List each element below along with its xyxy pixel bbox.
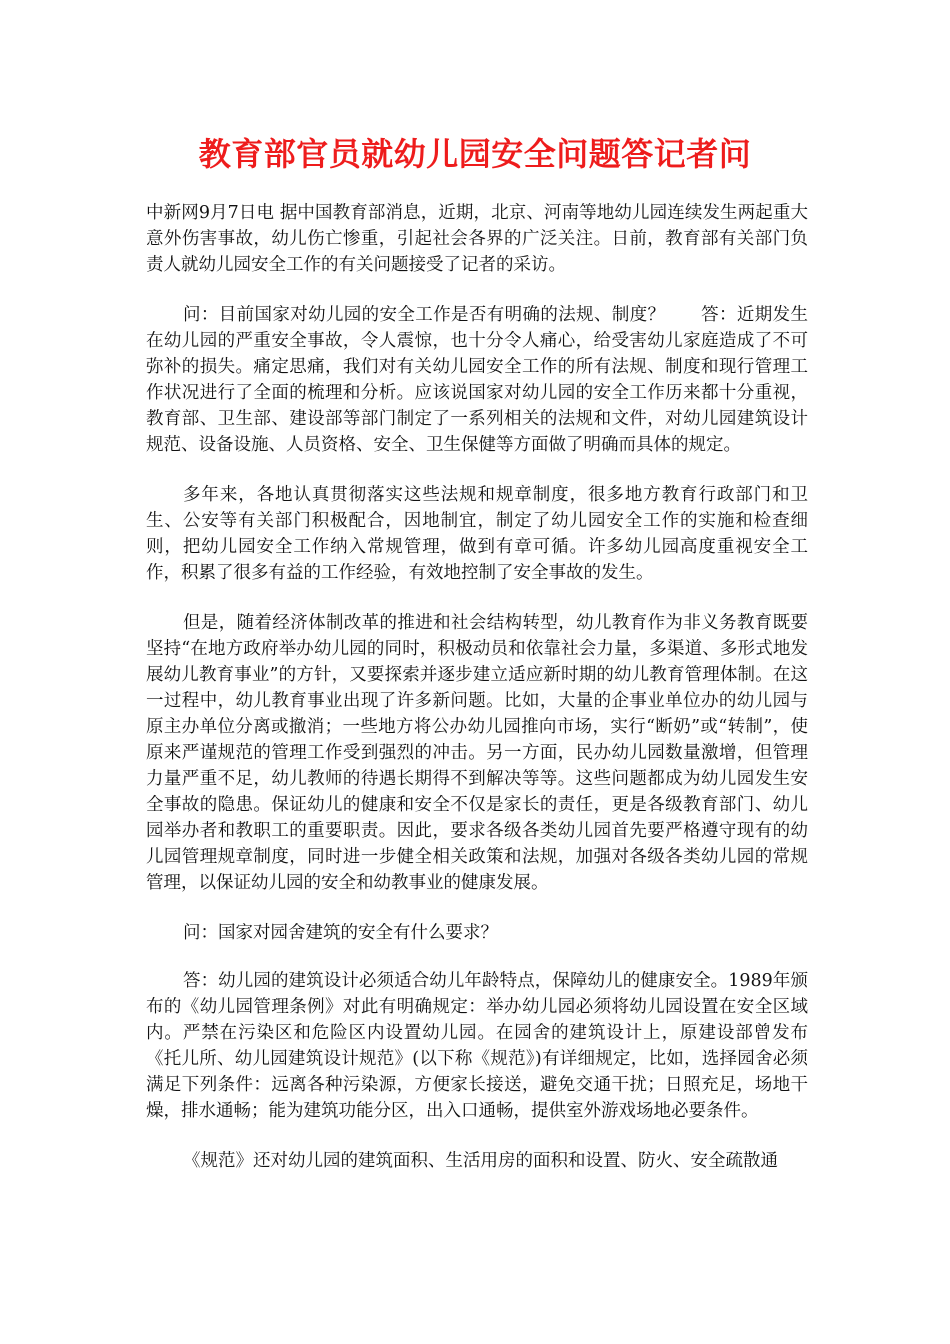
paragraph-standards-continued: 《规范》还对幼儿园的建筑面积、生活用房的面积和设置、防火、安全疏散通	[183, 1151, 778, 1171]
paragraph-new-problems: 但是，随着经济体制改革的推进和社会结构转型，幼儿教育作为非义务教育既要坚持“在地方政府举办幼儿园的同时，积极动员和依靠社会力量，多渠道、多形式地发展幼儿教育事业”的方针，又要探索并逐步建立适应新时期的幼儿教育管理体制。在这一过程中，幼儿教育事业出现了许多新问题。比如，大量的企事业单位办的幼儿园与原主办单位分离或撤消；一些地方将公办幼儿园推向市场，实行“断奶”或“转制”，使原来严谨规范的管理工作受到强烈的冲击。另一方面，民办幼儿园数量激增，但管理力量严重不足，幼儿教师的待遇长期得不到解决等等。这些问题都成为幼儿园发生安全事故的隐患。保证幼儿的健康和安全不仅是家长的责任，更是各级教育部门、幼儿园举办者和教职工的重要职责。因此，要求各级各类幼儿园首先要严格遵守现有的幼儿园管理规章制度，同时进一步健全相关政策和法规，加强对各级各类幼儿园的常规管理，以保证幼儿园的安全和幼教事业的健康发展。	[146, 613, 808, 893]
paragraph-question-building: 问：国家对园舍建筑的安全有什么要求？	[183, 923, 498, 943]
document-body	[146, 200, 808, 1198]
paragraph-local-implementation: 多年来，各地认真贯彻落实这些法规和规章制度，很多地方教育行政部门和卫生、公安等有关部门积极配合，因地制宜，制定了幼儿园安全工作的实施和检查细则，把幼儿园安全工作纳入常规管理，做到有章可循。许多幼儿园高度重视安全工作，积累了很多有益的工作经验，有效地控制了安全事故的发生。	[146, 485, 808, 583]
paragraph-answer-building: 答：幼儿园的建筑设计必须适合幼儿年龄特点，保障幼儿的健康安全。1989年颁布的《幼儿园管理条例》对此有明确规定：举办幼儿园必须将幼儿园设置在安全区域内。严禁在污染区和危险区内设置幼儿园。在园舍的建筑设计上，原建设部曾发布《托儿所、幼儿园建筑设计规范》(以下称《规范》)有详细规定，比如，选择园舍必须满足下列条件：远离各种污染源，方便家长接送，避免交通干扰；日照充足，场地干燥，排水通畅；能为建筑功能分区，出入口通畅，提供室外游戏场地必要条件。	[146, 971, 808, 1121]
paragraph-qa-regulations: 问：目前国家对幼儿园的安全工作是否有明确的法规、制度？ 答：近期发生在幼儿园的严重安全事故，令人震惊，也十分令人痛心，给受害幼儿家庭造成了不可弥补的损失。痛定思痛，我们对有关幼儿园安全工作的所有法规、制度和现行管理工作状况进行了全面的梳理和分析。应该说国家对幼儿园的安全工作历来都十分重视，教育部、卫生部、建设部等部门制定了一系列相关的法规和文件，对幼儿园建筑设计规范、设备设施、人员资格、安全、卫生保健等方面做了明确而具体的规定。	[146, 305, 808, 455]
paragraph-intro: 中新网9月7日电 据中国教育部消息，近期，北京、河南等地幼儿园连续发生两起重大意外伤害事故，幼儿伤亡惨重，引起社会各界的广泛关注。日前，教育部有关部门负责人就幼儿园安全工作的有关问题接受了记者的采访。	[146, 203, 808, 275]
document-title: 教育部官员就幼儿园安全问题答记者问	[198, 135, 752, 173]
